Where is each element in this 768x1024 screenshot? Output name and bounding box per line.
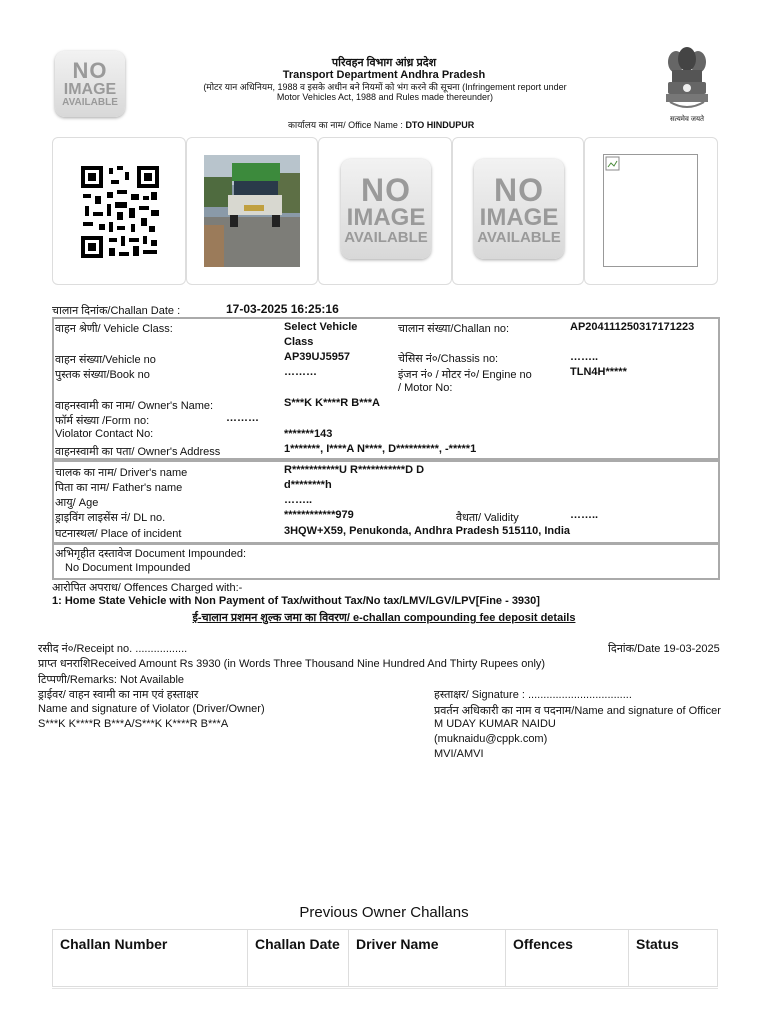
table-header-row — [53, 930, 718, 987]
broken-image-icon — [605, 156, 621, 172]
compounding-heading: ई-चालान प्रशमन शुल्क जमा का विवरण/ e-challan compounding fee deposit details — [192, 612, 576, 624]
officer-designation: MVI/AMVI — [434, 748, 484, 760]
table-bottom-rule — [52, 988, 718, 989]
violator-name: S***K K****R B***A/S***K K****R B***A — [38, 718, 229, 730]
address-value: 1*******, I****A N****, D**********, -*****1 — [284, 443, 477, 455]
age-value: …….. — [284, 494, 313, 506]
chassis-label: चेसिस नं०/Chassis no: — [398, 353, 499, 365]
image-card-4 — [452, 137, 584, 285]
col-driver-name: Driver Name — [349, 930, 506, 987]
doc-impounded-value: No Document Impounded — [65, 562, 191, 574]
emblem-motto: सत्यमेव जयते — [669, 116, 705, 123]
age-label: आयु/ Age — [55, 497, 99, 509]
form-no-label: फॉर्म संख्या /Form no: — [55, 415, 150, 427]
ashoka-emblem-icon — [662, 46, 712, 112]
violator-signature-en: Name and signature of Violator (Driver/Owner) — [38, 703, 265, 715]
header-no-image-placeholder: NO IMAGE AVAILABLE — [55, 51, 125, 117]
place-label: घटनास्थल/ Place of incident — [55, 528, 182, 540]
col-challan-number: Challan Number — [53, 930, 248, 987]
remarks: टिप्पणी/Remarks: Not Available — [38, 674, 185, 686]
driver-name-label: चालक का नाम/ Driver's name — [55, 467, 188, 479]
received-amount: प्राप्त धनराशिReceived Amount Rs 3930 (in Words Three Thousand Nine Hundred And Thirty Rupees only) — [38, 658, 546, 670]
place-value: 3HQW+X59, Penukonda, Andhra Pradesh 515110, India — [284, 525, 570, 537]
header-subtitle-line2: Motor Vehicles Act, 1988 and Rules made thereunder) — [276, 92, 494, 102]
office-name — [288, 118, 474, 131]
dl-label: ड्राइविंग लाइसेंस नं/ DL no. — [55, 512, 166, 524]
qr-code-icon — [81, 166, 159, 258]
previous-challans-title: Previous Owner Challans — [299, 904, 469, 921]
owner-name-value: S***K K****R B***A — [284, 397, 380, 409]
office-value: DTO HINDUPUR — [405, 120, 475, 130]
validity-label: वैधता/ Validity — [456, 512, 519, 524]
header-subtitle-line1: (मोटर यान अधिनियम, 1988 व इसके अधीन बने नियमों को भंग करने की सूचना (Infringement report under — [203, 82, 567, 92]
vehicle-photo-card — [186, 137, 318, 285]
header-title-en: Transport Department Andhra Pradesh — [282, 69, 486, 81]
dl-value: ************979 — [284, 509, 354, 521]
no-image-placeholder: NO IMAGE AVAILABLE — [474, 159, 564, 259]
challan-date-label: चालान दिनांक/Challan Date : — [52, 305, 181, 317]
vehicle-class-value-2: Class — [284, 336, 314, 348]
state-emblem — [662, 46, 712, 122]
no-image-placeholder: NO IMAGE AVAILABLE — [341, 159, 431, 259]
contact-label: Violator Contact No: — [55, 428, 154, 440]
engine-label-2: / Motor No: — [398, 382, 453, 394]
officer-name: M UDAY KUMAR NAIDU — [434, 718, 556, 730]
header-title-hi: परिवहन विभाग आंध्र प्रदेश — [331, 57, 437, 69]
father-name-label: पिता का नाम/ Father's name — [55, 482, 183, 494]
officer-label: प्रवर्तन अधिकारी का नाम व पदनाम/Name and signature of Officer — [434, 705, 721, 717]
image-card-5 — [584, 137, 718, 285]
vehicle-no-label: वाहन संख्या/Vehicle no — [55, 354, 156, 366]
contact-value: *******143 — [284, 428, 333, 440]
challan-no-label: चालान संख्या/Challan no: — [398, 323, 510, 335]
receipt-no: रसीद नं०/Receipt no. ................. — [38, 643, 188, 655]
vehicle-no-value: AP39UJ5957 — [284, 351, 351, 363]
qr-card — [52, 137, 186, 285]
challan-no-value: AP204111250317171223 — [570, 321, 695, 333]
previous-challans-table — [52, 929, 718, 987]
father-name-value: d********h — [284, 479, 332, 491]
address-label: वाहनस्वामी का पता/ Owner's Address — [55, 446, 221, 458]
driver-name-value: R***********U R***********D D — [284, 464, 425, 476]
book-no-value: ……… — [284, 366, 317, 378]
challan-date-value: 17-03-2025 16:25:16 — [226, 302, 339, 316]
form-no-value: ……… — [226, 412, 259, 424]
book-no-label: पुस्तक संख्या/Book no — [55, 369, 150, 381]
image-card-3 — [318, 137, 452, 285]
signature-line: हस्ताक्षर/ Signature : .................................. — [434, 689, 632, 701]
col-offences: Offences — [506, 930, 629, 987]
chassis-value: …….. — [570, 351, 599, 363]
validity-value: …….. — [570, 509, 599, 521]
vehicle-class-label: वाहन श्रेणी/ Vehicle Class: — [55, 323, 173, 335]
owner-name-label: वाहनस्वामी का नाम/ Owner's Name: — [55, 400, 214, 412]
vehicle-photo — [204, 155, 300, 267]
engine-value: TLN4H***** — [570, 366, 627, 378]
office-label: कार्यालय का नाम/ Office Name : — [288, 120, 403, 130]
violator-signature-hi: ड्राईवर/ वाहन स्वामी का नाम एवं हस्ताक्षर — [38, 689, 199, 701]
vehicle-class-value: Select Vehicle — [284, 321, 358, 333]
doc-impounded-label: अभिगृहीत दस्तावेज Document Impounded: — [55, 548, 247, 560]
engine-label: इंजन नं० / मोटर नं०/ Engine no — [398, 369, 532, 381]
officer-email: (muknaidu@cppk.com) — [434, 733, 548, 745]
col-status: Status — [629, 930, 718, 987]
offences-label: आरोपित अपराध/ Offences Charged with:- — [52, 582, 243, 594]
offence-item: 1: Home State Vehicle with Non Payment of Tax/without Tax/No tax/LMV/LGV/LPV[Fine - 3930] — [52, 595, 540, 607]
col-challan-date: Challan Date — [248, 930, 349, 987]
receipt-date: दिनांक/Date 19-03-2025 — [608, 643, 720, 655]
